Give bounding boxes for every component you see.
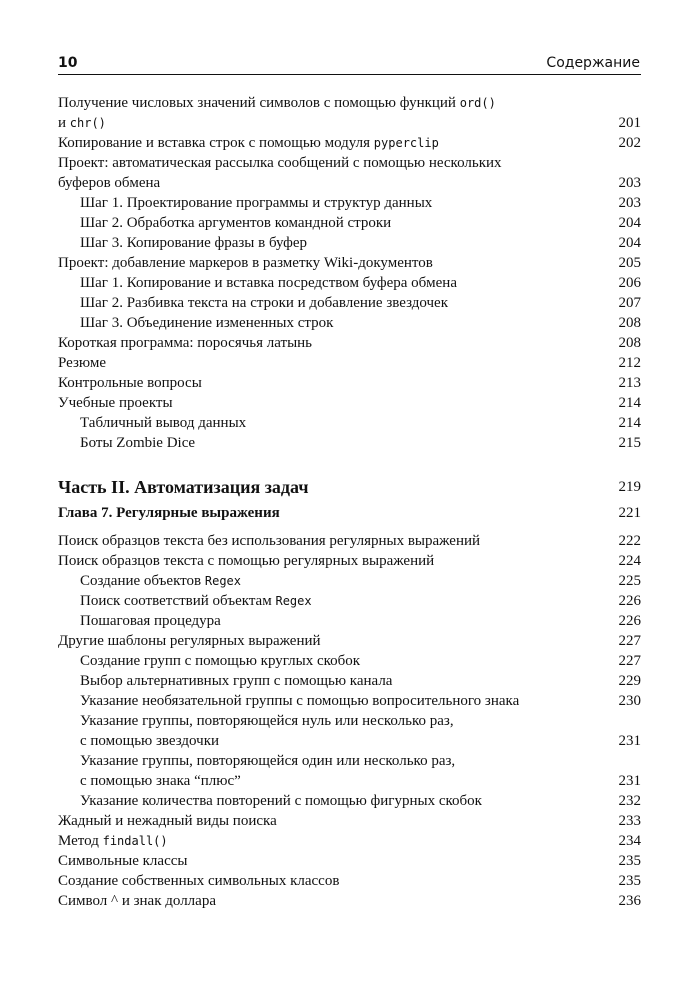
page-number: 10 [58, 55, 78, 71]
title-fragment: Поиск образцов текста с помощью регулярных выражений [58, 553, 435, 569]
toc-entry [58, 631, 641, 651]
toc-entry [58, 353, 641, 373]
title-fragment: Символ ^ и знак доллара [58, 893, 216, 909]
toc-page-number: 230 [618, 693, 641, 709]
title-fragment: Поиск образцов текста без использования регулярных выражений [58, 533, 481, 549]
title-fragment: Часть II. Автоматизация задач [58, 477, 309, 497]
toc-entry-title [58, 333, 615, 353]
toc-entry-title [58, 831, 615, 851]
toc-entry-title [58, 531, 615, 551]
toc-subentry [58, 273, 641, 293]
title-fragment: Создание объектов [80, 573, 205, 589]
toc-page-number: 231 [618, 773, 641, 789]
toc-subentry [58, 293, 641, 313]
toc-entry-title [58, 711, 615, 751]
toc-page-number: 226 [618, 593, 641, 609]
toc-entry-title [58, 213, 615, 233]
toc-entry [58, 851, 641, 871]
toc-entry-title [58, 253, 615, 273]
toc-entry-title [58, 313, 615, 333]
toc-page-number: 213 [618, 375, 641, 391]
title-fragment: Шаг 1. Копирование и вставка посредством буфера обмена [80, 275, 457, 291]
code-fragment: findall() [102, 834, 168, 848]
toc-entry [58, 871, 641, 891]
toc-entry-title [58, 851, 615, 871]
toc-entry [58, 253, 641, 273]
toc-subentry [58, 691, 641, 711]
toc-page-number: 221 [618, 505, 641, 521]
toc-entry-title [58, 631, 615, 651]
title-fragment: Метод [58, 833, 103, 849]
toc-page-number: 214 [618, 395, 641, 411]
toc-subentry [58, 591, 641, 611]
toc-subentry [58, 671, 641, 691]
title-fragment: Табличный вывод данных [80, 415, 247, 431]
toc-page-number: 227 [618, 653, 641, 669]
toc-entry-title [58, 353, 615, 373]
toc-entry [58, 551, 641, 571]
toc-entry [58, 531, 641, 551]
toc-page-number: 214 [618, 415, 641, 431]
toc-page-number: 224 [618, 553, 641, 569]
toc-entry-title [58, 611, 615, 631]
toc-page-number: 203 [618, 195, 641, 211]
toc-page-number: 235 [618, 853, 641, 869]
title-fragment: Короткая программа: поросячья латынь [58, 335, 313, 351]
toc-page-number: 208 [618, 315, 641, 331]
part-heading [58, 475, 641, 499]
toc-page-number: 203 [618, 175, 641, 191]
title-fragment: Контрольные вопросы [58, 375, 202, 391]
toc-subentry [58, 193, 641, 213]
toc-entry-title [58, 791, 615, 811]
toc-page-number: 206 [618, 275, 641, 291]
toc-entry [58, 133, 641, 153]
title-fragment: Шаг 3. Объединение измененных строк [80, 315, 334, 331]
toc-entry-title [58, 551, 615, 571]
toc-entry-title [58, 433, 615, 453]
toc-page-number: 212 [618, 355, 641, 371]
toc-page-number: 234 [618, 833, 641, 849]
toc-entry-title [58, 871, 615, 891]
table-of-contents [58, 93, 641, 911]
title-fragment: Получение числовых значений символов с помощью функций [58, 95, 460, 111]
toc-entry-title [58, 891, 615, 911]
toc-page-number: 227 [618, 633, 641, 649]
toc-subentry [58, 571, 641, 591]
toc-entry-title [58, 373, 615, 393]
code-fragment: Regex [204, 574, 241, 588]
toc-page-number: 207 [618, 295, 641, 311]
toc-entry-title [58, 751, 615, 791]
toc-entry-title [58, 591, 615, 611]
toc-entry-title [58, 393, 615, 413]
toc-entry [58, 93, 641, 133]
toc-page-number: 232 [618, 793, 641, 809]
title-fragment: Выбор альтернативных групп с помощью канала [80, 673, 393, 689]
code-fragment: Regex [275, 594, 312, 608]
toc-subentry [58, 413, 641, 433]
title-fragment: Шаг 2. Обработка аргументов командной строки [80, 215, 392, 231]
toc-entry-title [58, 475, 615, 499]
toc-page-number: 222 [618, 533, 641, 549]
running-head-title: Содержание [546, 55, 640, 71]
code-fragment: ord() [459, 96, 496, 110]
toc-entry-title [58, 93, 615, 133]
title-fragment: с помощью звездочки [80, 733, 220, 749]
title-fragment: Проект: автоматическая рассылка сообщений с помощью нескольких [58, 155, 502, 171]
toc-subentry [58, 791, 641, 811]
toc-entry [58, 811, 641, 831]
toc-page-number: 215 [618, 435, 641, 451]
title-fragment: Резюме [58, 355, 107, 371]
toc-entry-title [58, 671, 615, 691]
title-fragment: Пошаговая процедура [80, 613, 221, 629]
title-fragment: Шаг 1. Проектирование программы и структур данных [80, 195, 433, 211]
toc-page-number: 208 [618, 335, 641, 351]
title-fragment: Указание необязательной группы с помощью вопросительного знака [80, 693, 520, 709]
toc-subentry [58, 313, 641, 333]
toc-entry [58, 891, 641, 911]
title-fragment: Копирование и вставка строк с помощью модуля [58, 135, 374, 151]
toc-entry-title [58, 153, 615, 193]
toc-page-number: 201 [618, 115, 641, 131]
toc-page-number: 229 [618, 673, 641, 689]
toc-entry-title [58, 691, 615, 711]
title-fragment: Другие шаблоны регулярных выражений [58, 633, 321, 649]
title-fragment: Указание группы, повторяющейся один или несколько раз, [80, 753, 456, 769]
title-fragment: Создание групп с помощью круглых скобок [80, 653, 361, 669]
toc-entry-title [58, 133, 615, 153]
toc-subentry [58, 711, 641, 751]
toc-page-number: 205 [618, 255, 641, 271]
toc-entry [58, 373, 641, 393]
title-fragment: Создание собственных символьных классов [58, 873, 340, 889]
toc-page-number: 204 [618, 215, 641, 231]
toc-entry-title [58, 413, 615, 433]
title-fragment: Поиск соответствий объектам [80, 593, 276, 609]
title-fragment: Шаг 2. Разбивка текста на строки и добавление звездочек [80, 295, 448, 311]
toc-page-number: 219 [618, 479, 641, 495]
title-fragment: Указание количества повторений с помощью фигурных скобок [80, 793, 482, 809]
toc-subentry [58, 233, 641, 253]
toc-page-number: 204 [618, 235, 641, 251]
title-fragment: Глава 7. Регулярные выражения [58, 505, 280, 521]
toc-subentry [58, 433, 641, 453]
code-fragment: pyperclip [373, 136, 439, 150]
title-fragment: Боты Zombie Dice [80, 435, 196, 451]
toc-entry-title [58, 811, 615, 831]
toc-entry-title [58, 273, 615, 293]
toc-subentry [58, 751, 641, 791]
toc-page-number: 202 [618, 135, 641, 151]
toc-entry [58, 333, 641, 353]
header-rule [58, 74, 641, 75]
code-fragment: chr() [69, 116, 106, 130]
title-fragment: Учебные проекты [58, 395, 173, 411]
toc-entry-title [58, 651, 615, 671]
toc-subentry [58, 213, 641, 233]
toc-page-number: 231 [618, 733, 641, 749]
title-fragment: Указание группы, повторяющейся нуль или несколько раз, [80, 713, 454, 729]
toc-subentry [58, 651, 641, 671]
title-fragment: Проект: добавление маркеров в разметку Wiki-документов [58, 255, 433, 271]
toc-entry [58, 393, 641, 413]
toc-page-number: 225 [618, 573, 641, 589]
title-fragment: Символьные классы [58, 853, 188, 869]
toc-entry-title [58, 233, 615, 253]
toc-entry [58, 831, 641, 851]
toc-entry-title [58, 193, 615, 213]
toc-entry-title [58, 503, 615, 523]
title-fragment: буферов обмена [58, 175, 161, 191]
toc-entry-title [58, 571, 615, 591]
title-fragment: и [58, 115, 70, 131]
toc-page-number: 235 [618, 873, 641, 889]
toc-page-number: 233 [618, 813, 641, 829]
toc-page-number: 236 [618, 893, 641, 909]
toc-page-number: 226 [618, 613, 641, 629]
title-fragment: Шаг 3. Копирование фразы в буфер [80, 235, 308, 251]
toc-entry-title [58, 293, 615, 313]
title-fragment: с помощью знака “плюс” [80, 773, 241, 789]
title-fragment: Жадный и нежадный виды поиска [58, 813, 277, 829]
toc-entry [58, 153, 641, 193]
chapter-heading [58, 503, 641, 523]
toc-subentry [58, 611, 641, 631]
